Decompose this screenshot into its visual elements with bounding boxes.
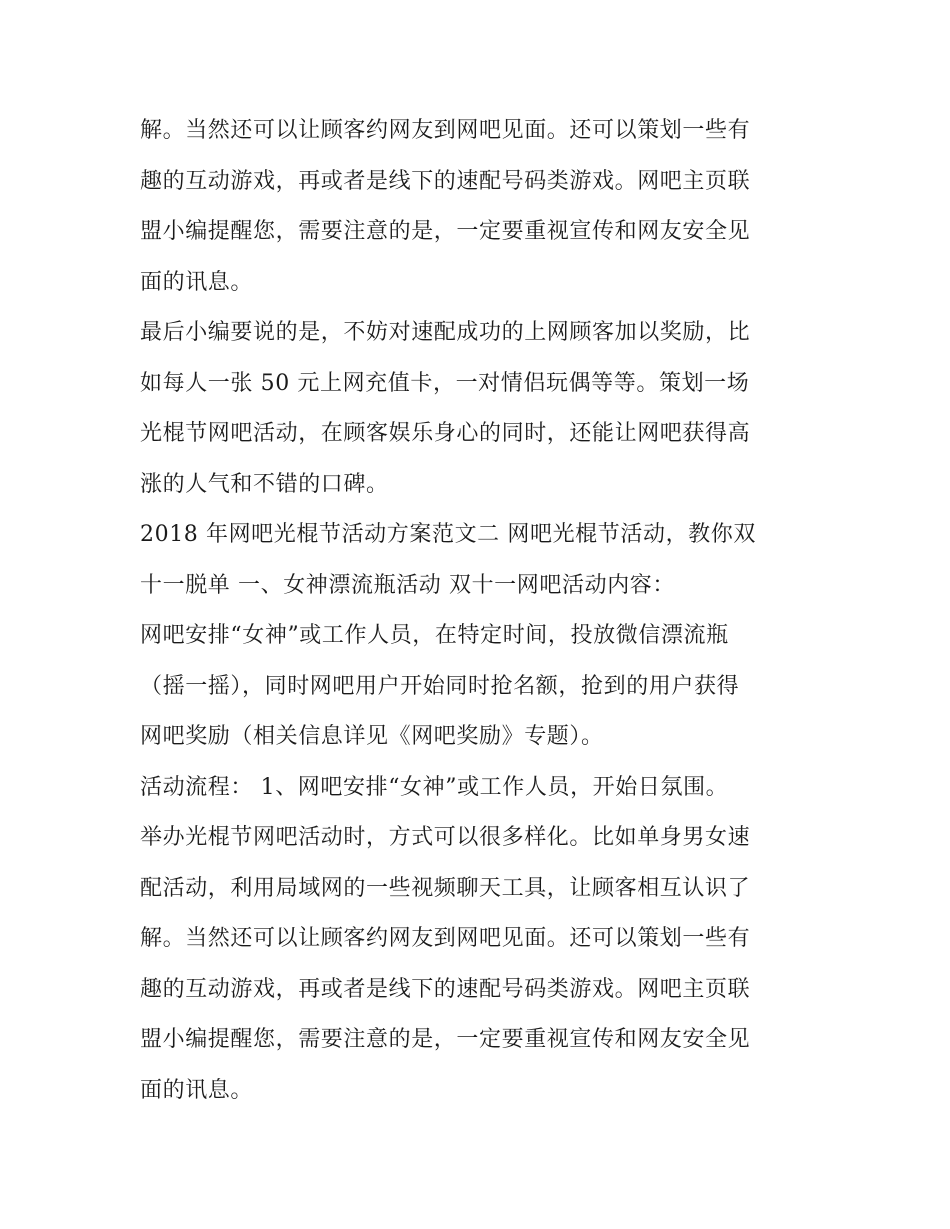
text-line: 光棍节网吧活动，在顾客娱乐身心的同时，还能让网吧获得高 xyxy=(140,421,751,446)
text-line: 网吧奖励（相关信息详见《网吧奖励》专题）。 xyxy=(140,724,604,749)
text-line: 最后小编要说的是，不妨对速配成功的上网顾客加以奖励，比 xyxy=(140,320,751,345)
text-line: 2018 年网吧光棍节活动方案范文二 网吧光棍节活动，教你双 xyxy=(140,522,756,547)
text-line: 配活动，利用局域网的一些视频聊天工具，让顾客相互认识了 xyxy=(140,875,751,901)
text-line: 趣的互动游戏，再或者是线下的速配号码类游戏。网吧主页联 xyxy=(140,976,751,1002)
text-line: 举办光棍节网吧活动时，方式可以很多样化。比如单身男女速 xyxy=(140,825,751,850)
text-line: 趣的互动游戏，再或者是线下的速配号码类游戏。网吧主页联 xyxy=(140,168,751,194)
text-line: 面的讯息。 xyxy=(140,1077,254,1103)
text-line: 网吧安排“女神”或工作人员，在特定时间，投放微信漂流瓶 xyxy=(140,623,729,648)
text-line: 十一脱单 一、女神漂流瓶活动 双十一网吧活动内容： xyxy=(140,572,675,598)
text-line: 解。当然还可以让顾客约网友到网吧见面。还可以策划一些有 xyxy=(140,118,751,143)
text-line: （摇一摇），同时网吧用户开始同时抢名额，抢到的用户获得 xyxy=(140,673,740,699)
document-body xyxy=(140,106,815,1116)
text-line: 盟小编提醒您，需要注意的是，一定要重视宣传和网友安全见 xyxy=(140,219,751,244)
text-line: 活动流程： 1、网吧安排“女神”或工作人员，开始日氛围。 xyxy=(140,774,729,800)
text-line: 盟小编提醒您，需要注意的是，一定要重视宣传和网友安全见 xyxy=(140,1027,751,1052)
text-line: 解。当然还可以让顾客约网友到网吧见面。还可以策划一些有 xyxy=(140,926,751,951)
text-line: 如每人一张 50 元上网充值卡，一对情侣玩偶等等。策划一场 xyxy=(140,370,750,396)
text-line: 面的讯息。 xyxy=(140,269,254,295)
text-line: 涨的人气和不错的口碑。 xyxy=(140,471,389,497)
